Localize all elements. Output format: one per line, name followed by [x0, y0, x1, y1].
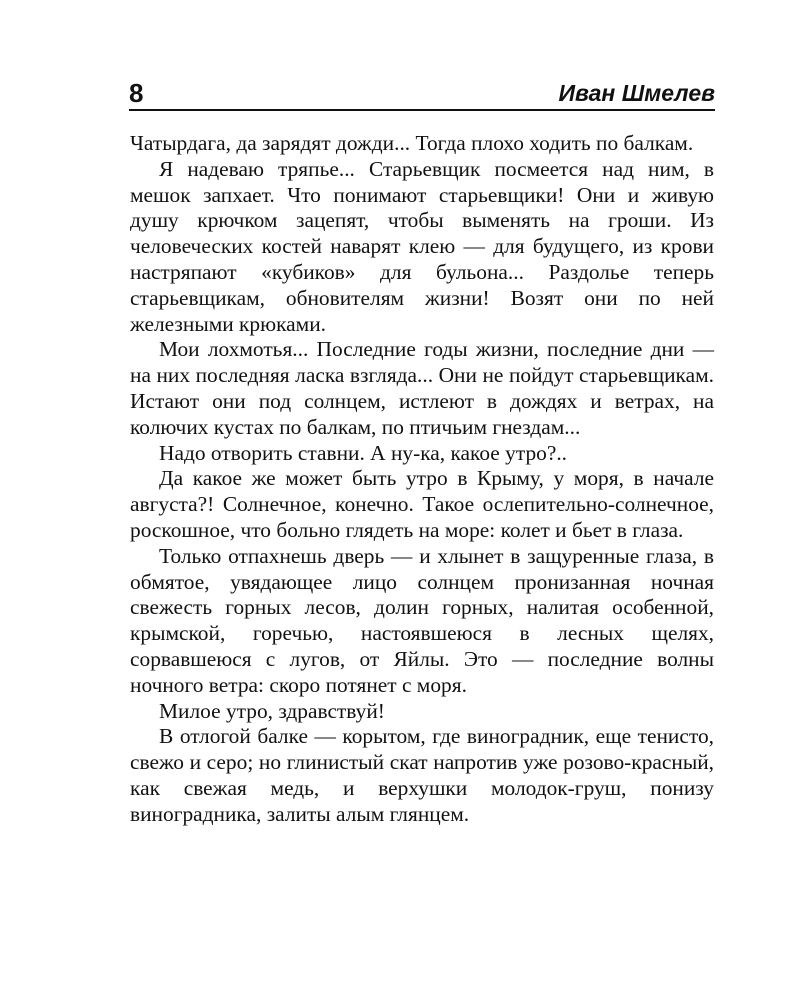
- paragraph: Только отпахнешь дверь — и хлынет в защуренные глаза, в обмятое, увядающее лицо солнцем пронизанная ночная свежесть горных лесов, долин горных, налитая особенной, крымской, горечью, настоявшеюся в лесных щелях, сорвавшеюся с лугов, от Яйлы. Это — последние волны ночного ветра: скоро потянет с моря.: [130, 543, 714, 697]
- paragraph: Да какое же может быть утро в Крыму, у моря, в начале августа?! Солнечное, конечно. Такое ослепительно-солнечное, роскошное, что больно глядеть на море: колет и бьет в глаза.: [130, 466, 714, 542]
- page-number: 8: [129, 78, 144, 108]
- paragraph: Надо отворить ставни. А ну-ка, какое утро?..: [159, 440, 568, 465]
- body-text: [130, 131, 714, 828]
- header-rule: [129, 109, 715, 111]
- running-head-author: Иван Шмелев: [558, 80, 715, 106]
- paragraph: Мои лохмотья... Последние годы жизни, последние дни — на них последняя ласка взгляда... Они не пойдут старьевщикам. Истают они под солнцем, истлеют в дождях и ветрах, на колючих кустах по балкам, по птичьим гнездам...: [130, 337, 714, 439]
- paragraph: Милое утро, здравствуй!: [159, 698, 385, 723]
- paragraph: Я надеваю тряпье... Старьевщик посмеется над ним, в мешок запхает. Что понимают старьевщики! Они и живую душу крючком зацепят, чтобы выменять на гроши. Из человеческих костей наварят клею — для будущего, из крови настряпают «кубиков» для бульона... Раздолье теперь старьевщикам, обновителям жизни! Возят они по ней железными крюками.: [130, 156, 714, 336]
- paragraph: Чатырдага, да зарядят дожди... Тогда плохо ходить по балкам.: [130, 131, 694, 155]
- page-header: [129, 76, 715, 112]
- paragraph: В отлогой балке — корытом, где виноградник, еще тенисто, свежо и серо; но глинистый скат напротив уже розово-красный, как свежая медь, и верхушки молодок-груш, понизу виноградника, залиты алым глянцем.: [130, 724, 714, 826]
